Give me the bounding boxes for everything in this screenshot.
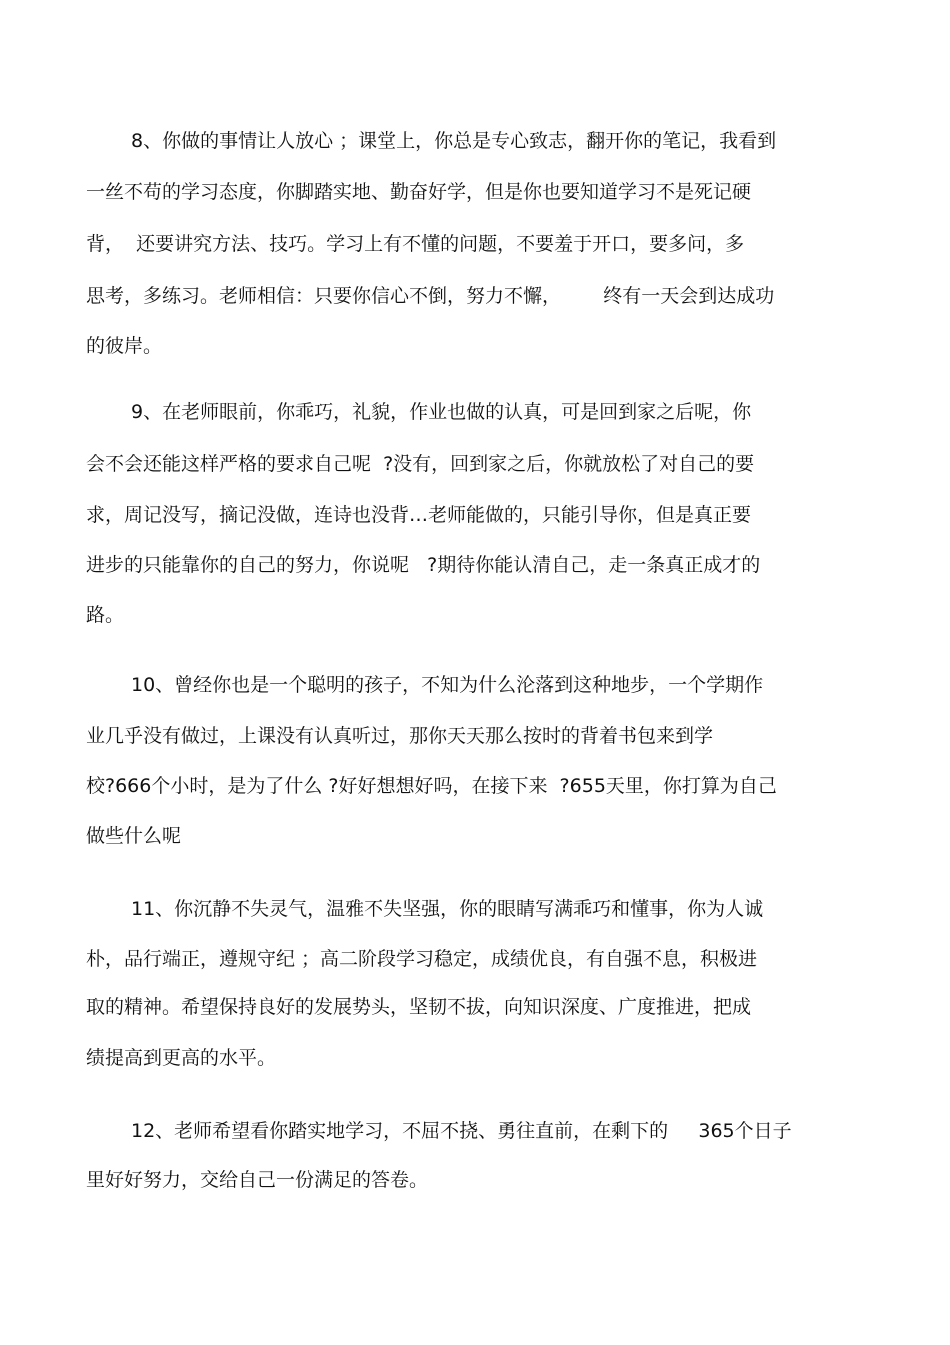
paragraph-line: 业几乎没有做过，上课没有认真听过，那你天天那么按时的背着书包来到学 bbox=[86, 725, 714, 747]
paragraph-line: 9、在老师眼前，你乖巧，礼貌，作业也做的认真，可是回到家之后呢，你 bbox=[131, 401, 752, 423]
paragraph-line: 10、曾经你也是一个聪明的孩子，不知为什么沦落到这种地步，一个学期作 bbox=[131, 674, 764, 696]
paragraph-line: 取的精神。希望保持良好的发展势头，坚韧不拔，向知识深度、广度推进，把成 bbox=[86, 996, 752, 1018]
paragraph-line: 里好好努力，交给自己一份满足的答卷。 bbox=[86, 1169, 429, 1191]
paragraph-line: 会不会还能这样严格的要求自己呢 ?没有，回到家之后，你就放松了对自己的要 bbox=[86, 453, 755, 475]
paragraph-line: 一丝不苟的学习态度，你脚踏实地、勤奋好学，但是你也要知道学习不是死记硬 bbox=[86, 181, 752, 203]
paragraph-line: 路。 bbox=[86, 604, 125, 626]
paragraph-line: 背， 还要讲究方法、技巧。学习上有不懂的问题，不要羞于开口，要多问，多 bbox=[86, 233, 745, 255]
paragraph-line: 进步的只能靠你的自己的努力，你说呢 ?期待你能认清自己，走一条真正成才的 bbox=[86, 554, 761, 576]
paragraph-line: 校?666个小时，是为了什么 ?好好想想好吗，在接下来 ?655天里，你打算为自己 bbox=[86, 775, 777, 797]
paragraph-line: 求，周记没写，摘记没做，连诗也没背…老师能做的，只能引导你，但是真正要 bbox=[86, 504, 752, 526]
paragraph-line: 12、老师希望看你踏实地学习，不屈不挠、勇往直前，在剩下的 365个日子 bbox=[131, 1120, 792, 1142]
paragraph-line: 的彼岸。 bbox=[86, 335, 163, 357]
paragraph-line: 朴，品行端正，遵规守纪 ；高二阶段学习稳定，成绩优良，有自强不息，积极进 bbox=[86, 948, 758, 970]
paragraph-line: 做些什么呢 bbox=[86, 825, 182, 847]
paragraph-line: 绩提高到更高的水平。 bbox=[86, 1047, 277, 1069]
paragraph-line: 思考，多练习。老师相信：只要你信心不倒，努力不懈， 终有一天会到达成功 bbox=[86, 285, 775, 307]
paragraph-line: 11、你沉静不失灵气，温雅不失坚强，你的眼睛写满乖巧和懂事，你为人诚 bbox=[131, 898, 764, 920]
paragraph-line: 8、你做的事情让人放心 ；课堂上，你总是专心致志，翻开你的笔记，我看到 bbox=[131, 130, 777, 152]
